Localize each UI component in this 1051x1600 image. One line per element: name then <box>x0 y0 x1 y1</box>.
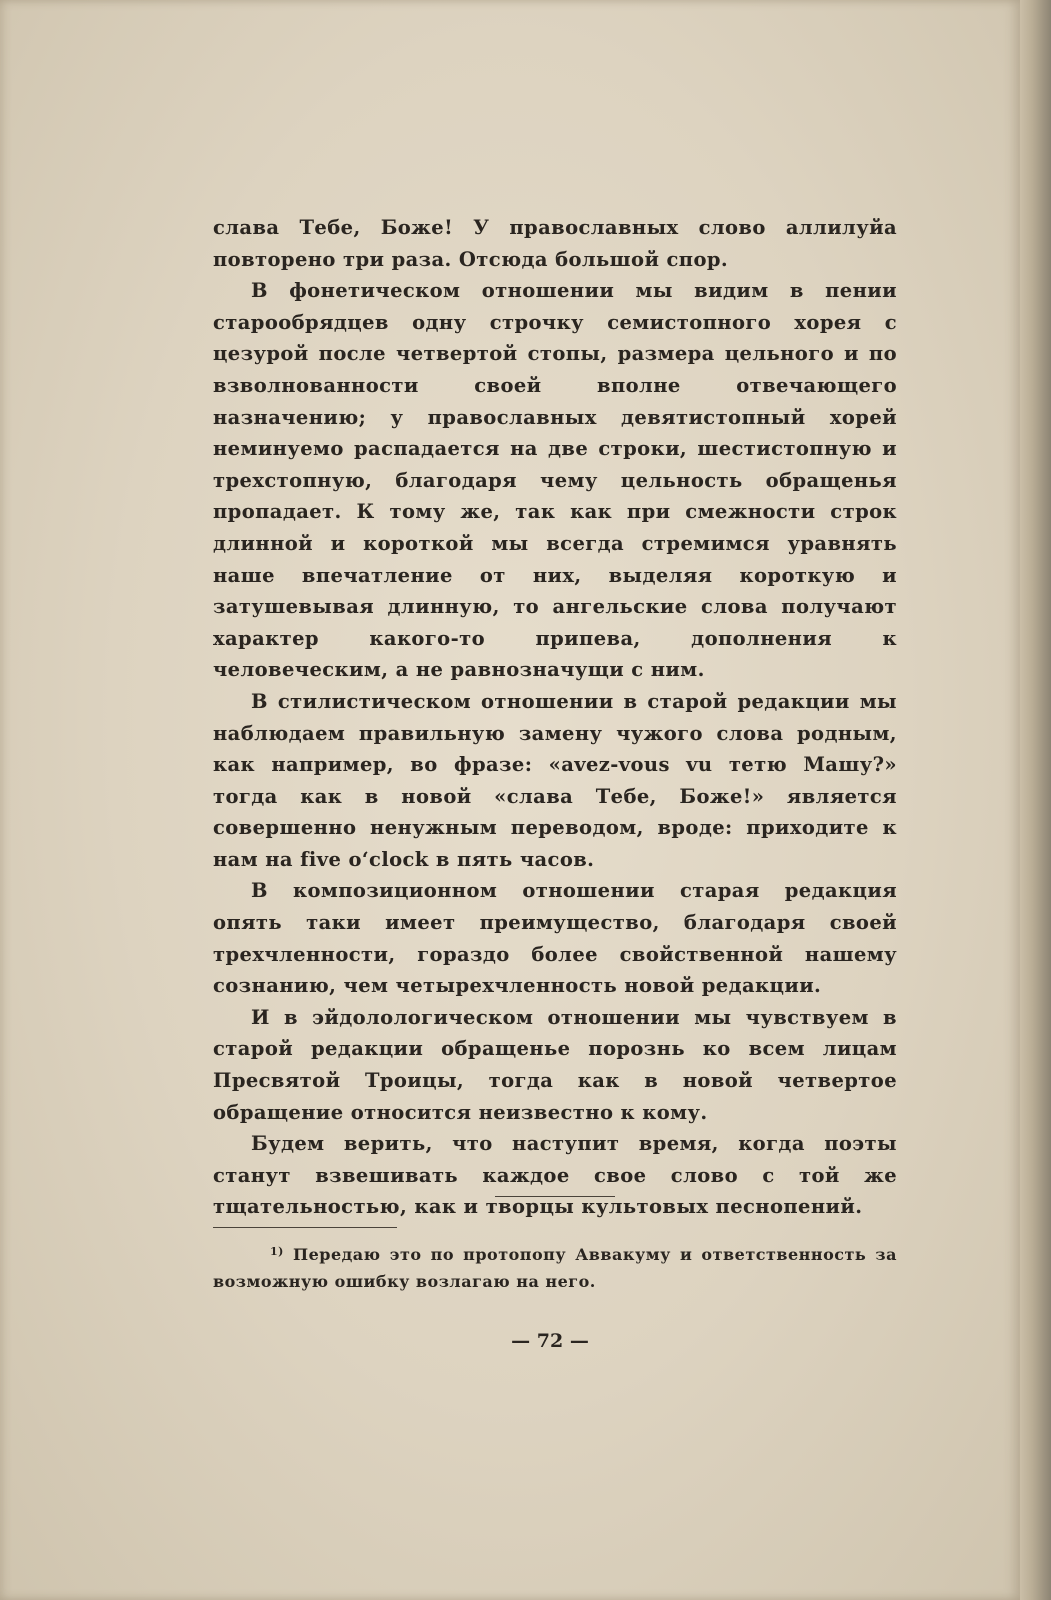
footnote-text: Передаю это по протопопу Аввакуму и ответственность за возможную ошибку возлагаю на него. <box>213 1245 897 1291</box>
paragraph-6: Будем верить, что наступит время, когда поэты станут взвешивать каждое свое слово с той же тщательностью, как и творцы культовых песнопений. <box>213 1132 897 1219</box>
page-number: — 72 — <box>511 1330 589 1352</box>
paragraph-4: В композиционном отношении старая редакция опять таки имеет преимущество, благодаря своей трехчленности, гораздо более свойственной нашему сознанию, чем четырехчленность новой редакции. <box>213 879 897 998</box>
paragraph-1: слава Тебе, Боже! У православных слово аллилуйа повторено три раза. Отсюда большой спор. <box>213 216 897 271</box>
paragraph-3: В стилистическом отношении в старой редакции мы наблюдаем правильную замену чужого слова родным, как например, во фразе: «avez-vous vu тетю Машу?» тогда как в новой «слава Тебе, Боже!» является совершенно ненужным переводом, вроде: приходите к нам на five o‘clock в пять часов. <box>213 689 897 871</box>
footnote-marker: 1) <box>270 1245 284 1258</box>
footnote-separator <box>213 1227 397 1228</box>
paragraph-5: И в эйдолологическом отношении мы чувствуем в старой редакции обращенье порознь ко всем лицам Пресвятой Троицы, тогда как в новой четвертое обращение относится неизвестно к кому. <box>213 1005 897 1124</box>
section-end-rule <box>495 1196 615 1197</box>
paragraph-2: В фонетическом отношении мы видим в пении старообрядцев одну строчку семистопного хорея с цезурой после четвертой стопы, размера цельного и по взволнованности своей вполне отвечающего назначению; у православных девятистопный хорей неминуемо распадается на две строки, шестистопную и трехстопную, благодаря чему цельность обращенья пропадает. К тому же, так как при смежности строк длинной и короткой мы всегда стремимся уравнять наше впечатление от них, выделяя короткую и затушевывая длинную, то ангельские слова получают характер какого-то припева, дополнения к человеческим, а не равнозначущи с ним. <box>213 279 897 682</box>
page-edge <box>1020 0 1051 1600</box>
main-text <box>213 212 897 1223</box>
footnote <box>213 1238 897 1295</box>
